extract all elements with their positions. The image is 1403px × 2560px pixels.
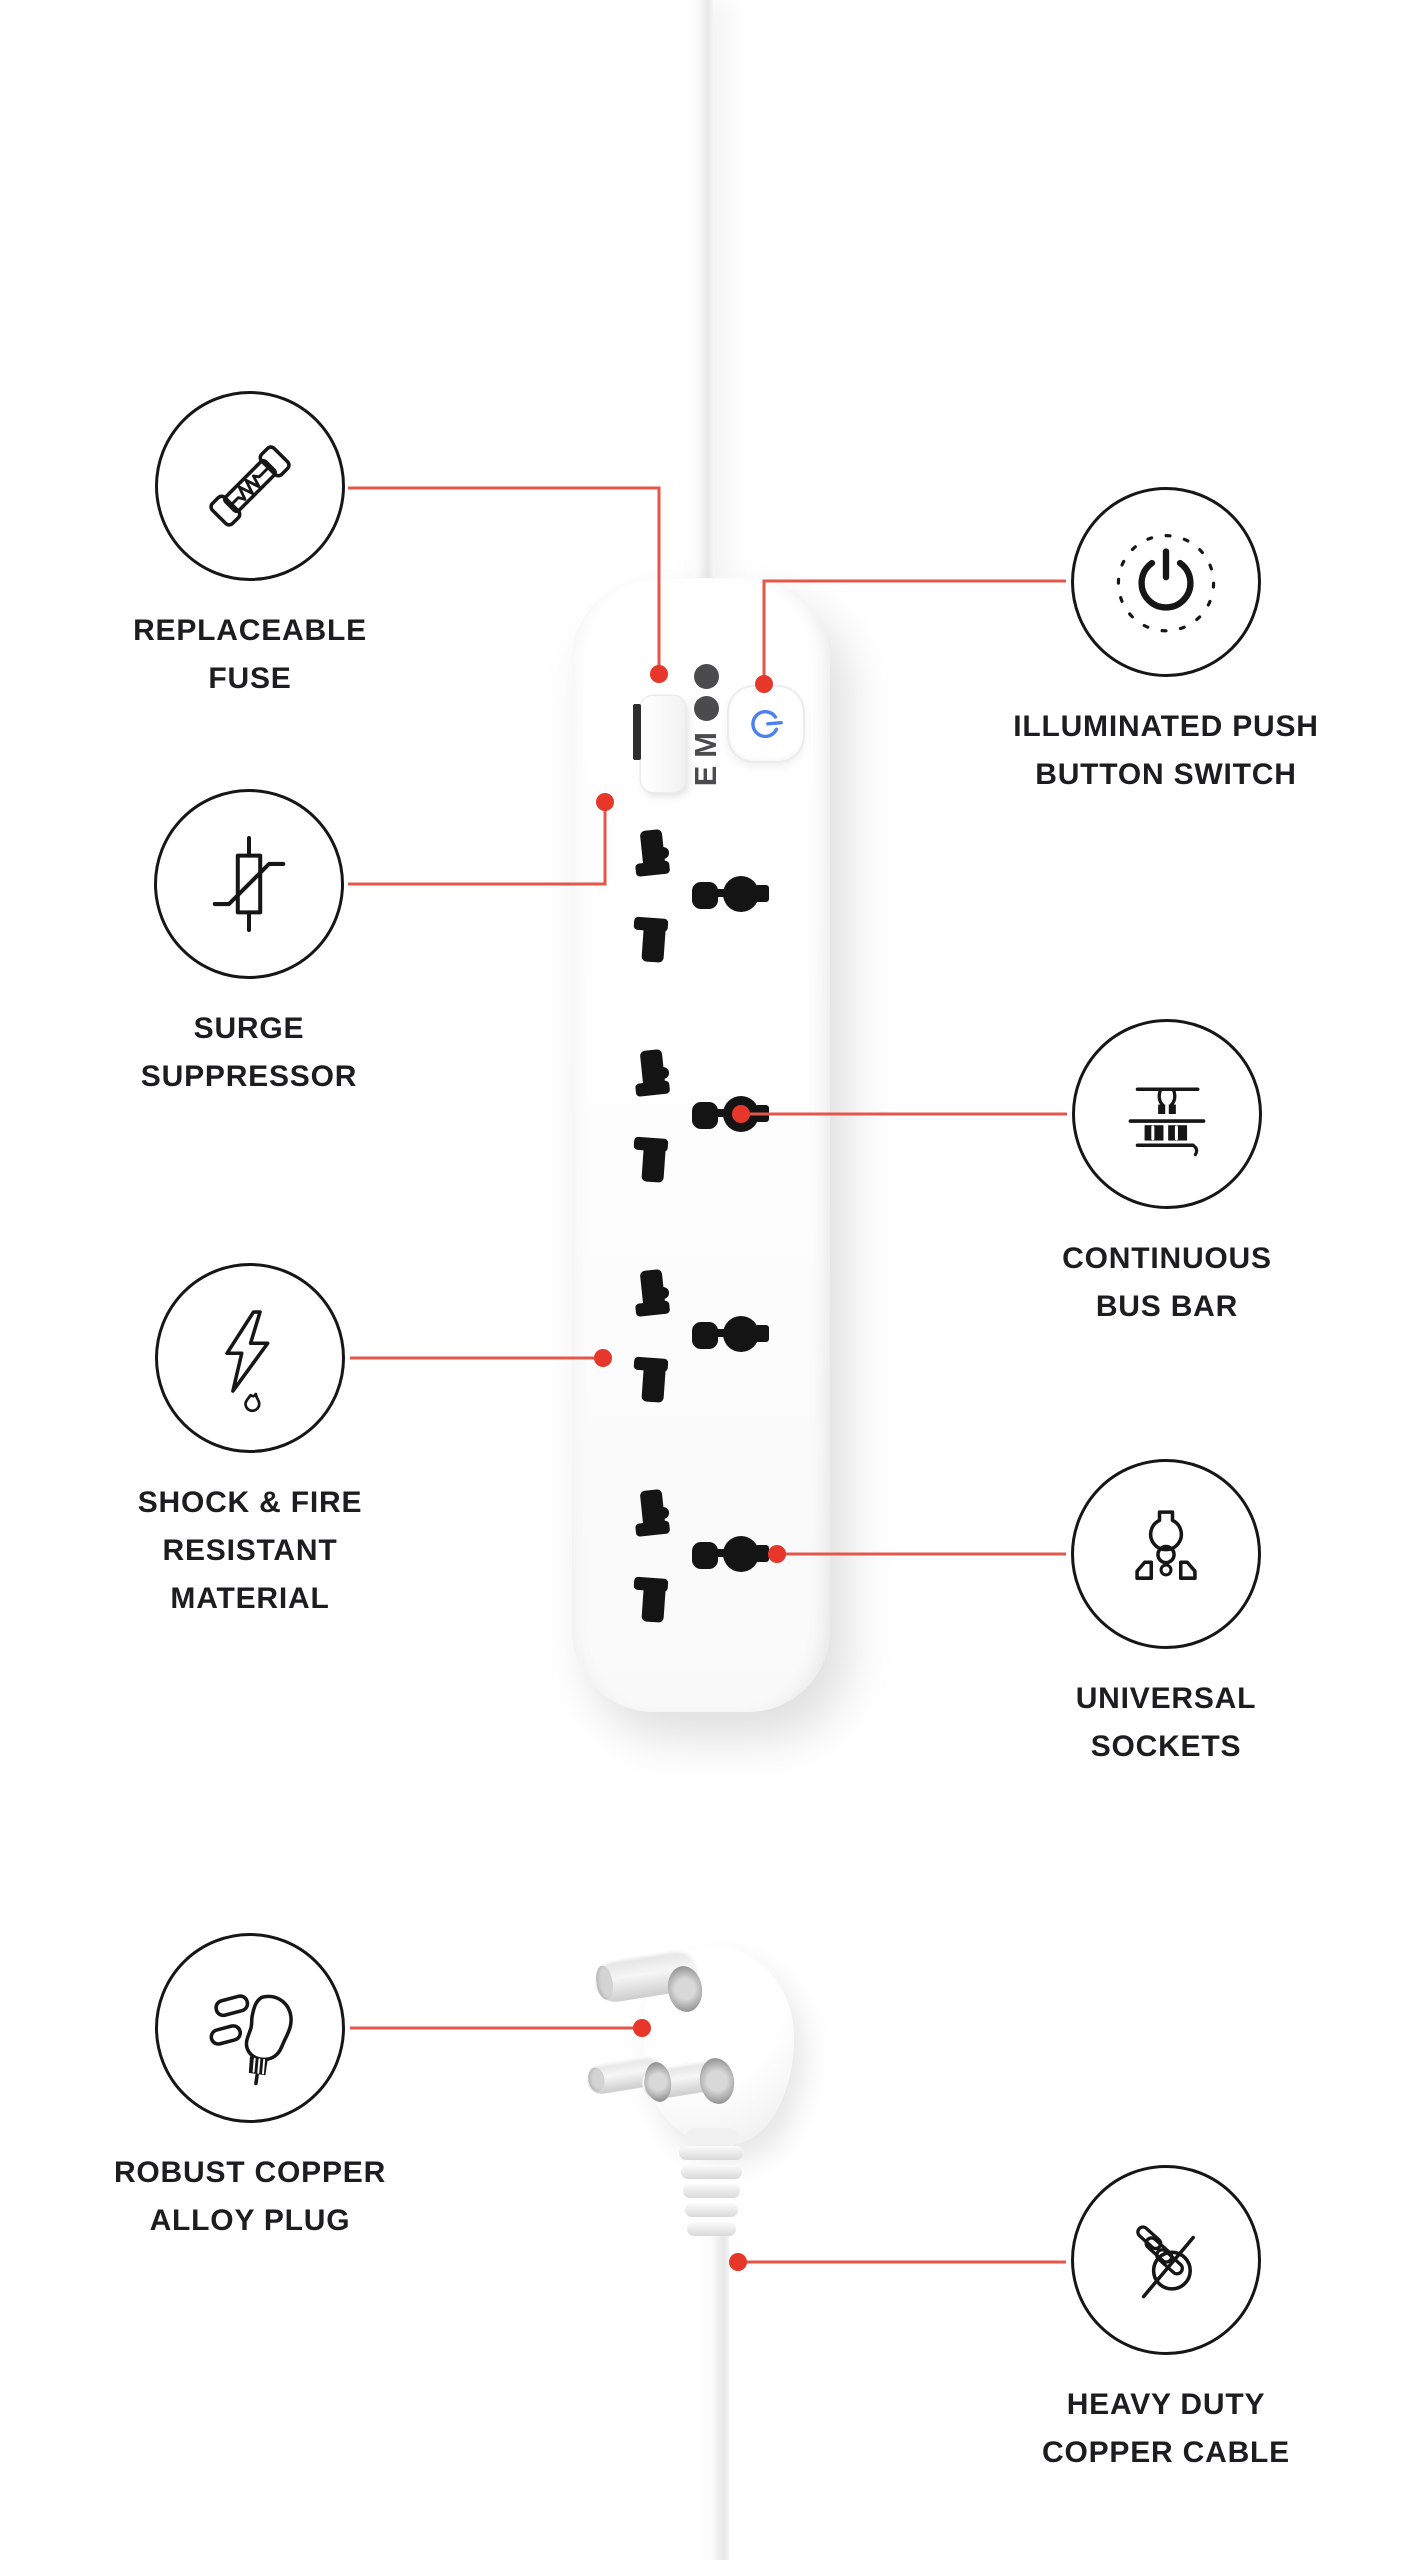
feature-label-line: CONTINUOUS <box>1062 1242 1272 1275</box>
feature-heavy-duty-copper-cable <box>956 2165 1376 2477</box>
feature-label-line: REPLACEABLE <box>133 614 367 647</box>
feature-label-line: UNIVERSAL <box>1075 1682 1257 1715</box>
flat-pin-slots <box>631 1488 671 1622</box>
socket-row-2 <box>600 1038 820 1188</box>
round-pin-holes <box>692 876 769 912</box>
brand-logo-letter: M <box>688 732 723 758</box>
strain-relief-rib <box>683 2184 740 2198</box>
flat-pin-slots <box>631 1048 671 1182</box>
feature-robust-copper-alloy-plug <box>40 1933 460 2245</box>
brand-logo-letter: E <box>688 765 723 787</box>
bus-bar-icon <box>1072 1019 1262 1209</box>
socket-row-1 <box>600 818 820 968</box>
strain-relief-rib <box>687 2222 736 2236</box>
three-pin-plug-icon <box>155 1933 345 2123</box>
feature-continuous-bus-bar <box>957 1019 1377 1331</box>
strain-relief-rib <box>681 2165 742 2179</box>
socket-row-4 <box>600 1478 820 1628</box>
feature-label-line: RESISTANT <box>162 1534 338 1567</box>
power-button <box>729 687 803 761</box>
feature-label-line: HEAVY DUTY <box>1066 2388 1266 2421</box>
strain-relief-rib <box>679 2146 743 2160</box>
copper-cable-icon <box>1071 2165 1261 2355</box>
round-pin-holes <box>692 1096 769 1132</box>
power-icon <box>745 703 786 744</box>
feature-shock-fire-resistant-material <box>40 1263 460 1623</box>
feature-label-line: BUS BAR <box>1095 1290 1239 1323</box>
power-cable-bottom <box>697 2230 729 2560</box>
power-cable-top <box>681 0 713 586</box>
feature-surge-suppressor <box>39 789 459 1101</box>
fuse-holder <box>641 696 685 792</box>
brand-logo-dot <box>694 664 719 689</box>
power-strip-body <box>572 578 830 1712</box>
feature-label-line: SHOCK & FIRE <box>137 1486 363 1519</box>
feature-universal-sockets <box>956 1459 1376 1771</box>
flat-pin-slots <box>631 1268 671 1402</box>
replaceable-fuse-icon <box>155 391 345 581</box>
feature-label-line: SURGE <box>193 1012 305 1045</box>
round-pin-holes <box>692 1536 769 1572</box>
surge-suppressor-icon <box>154 789 344 979</box>
strain-relief <box>678 2146 744 2241</box>
callout-dot-copper-cable <box>729 2253 747 2271</box>
strain-relief-neck <box>686 2128 738 2146</box>
feature-label-line: SOCKETS <box>1090 1730 1242 1763</box>
feature-label-line: COPPER CABLE <box>1042 2436 1290 2469</box>
strain-relief-rib <box>685 2203 738 2217</box>
feature-label-line: FUSE <box>208 662 292 695</box>
feature-label-line: ILLUMINATED PUSH <box>1013 710 1319 743</box>
flat-pin-slots <box>631 828 671 962</box>
feature-illuminated-push-button-switch <box>956 487 1376 799</box>
universal-socket-icon <box>1071 1459 1261 1649</box>
brand-logo <box>688 664 723 790</box>
feature-label-line: ROBUST COPPER <box>113 2156 387 2189</box>
lightning-flame-icon <box>155 1263 345 1453</box>
feature-label-line: MATERIAL <box>170 1582 330 1615</box>
brand-logo-dot <box>694 696 719 721</box>
illuminated-switch-icon <box>1071 487 1261 677</box>
feature-label-line: SUPPRESSOR <box>140 1060 358 1093</box>
feature-label-line: ALLOY PLUG <box>149 2204 351 2237</box>
socket-row-3 <box>600 1258 820 1408</box>
round-pin-holes <box>692 1316 769 1352</box>
feature-replaceable-fuse <box>40 391 460 703</box>
feature-label-line: BUTTON SWITCH <box>1035 758 1297 791</box>
